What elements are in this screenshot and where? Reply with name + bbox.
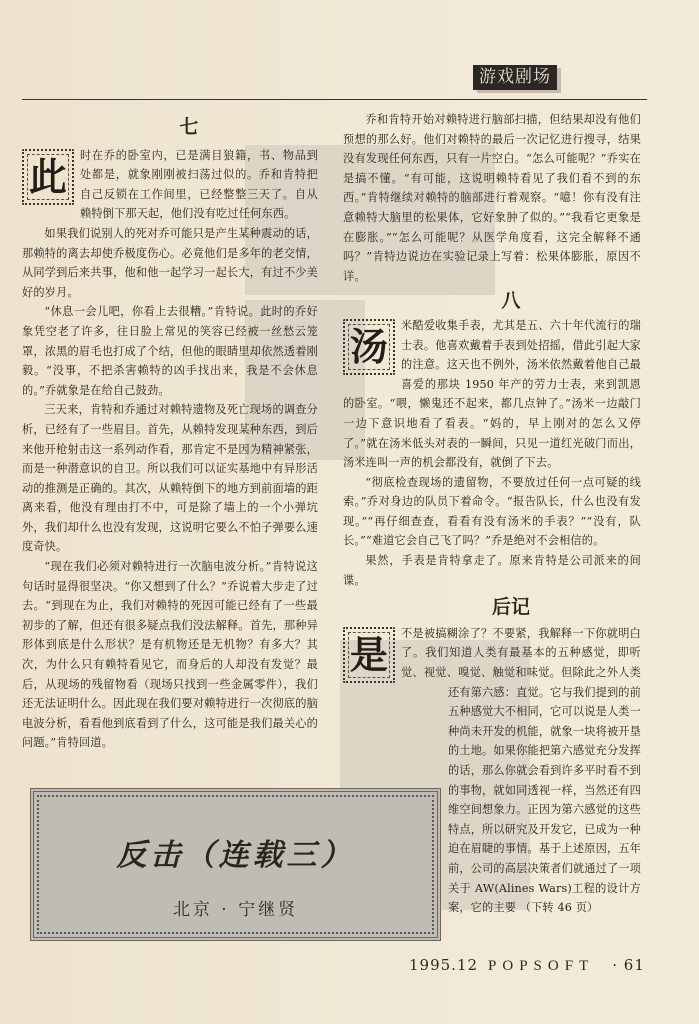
afterword-heading: 后记 (491, 596, 531, 619)
paragraph: 乔和肯特开始对赖特进行脑部扫描，但结果却没有他们预想的那么好。他们对赖特的最后一次记忆进行搜寻，结果没有发现任何东西，只有一片空白。“怎么可能呢？”乔实在是搞不懂。“有可能，这说明赖特看见了我们看不到的东西。”肯特继续对赖特的脑部进行着观察。“噫！你有没有注意赖特大脑里的松果体，它好象肿了似的。”“我看它更象是在膨胀。”“怎么可能呢？从医学角度看，这完全解释不通吗？”肯特边说边在实验记录上写着：松果体膨胀，原因不详。 (343, 113, 641, 283)
chapter-heading-7: 七 (179, 116, 199, 138)
chapter-heading-8: 八 (501, 290, 521, 313)
magazine-name: POPSOFT (488, 958, 595, 974)
dropcap-box (22, 149, 74, 205)
paragraph: 米酷爱收集手表，尤其是五、六十年代流行的瑞士表。他喜欢戴着手表到处招摇，借此引起大家的注意。这天也不例外，汤米依然戴着他自己最喜爱的那块 1950 年产的劳力士表，来到凯恩的卧室。“喂，懒鬼还不起来，都几点钟了。”汤米一边敲门一边下意识地看了看表。“妈的，早上刚对的怎么又停了。”就在汤米低头对表的一瞬间，只见一道红光破门而出，汤米连叫一声的机会都没有，就倒了下去。 (343, 318, 641, 470)
left-column (22, 118, 318, 753)
paragraph: 果然，手表是肯特拿走了。原来肯特是公司派来的间谍。 (343, 554, 641, 587)
page-footer (409, 956, 645, 975)
page-number: · 61 (612, 956, 645, 974)
paragraph: 如果我们说别人的死对乔可能只是产生某种震动的话，那赖特的离去却使乔极度伤心。必竟他们是多年的老交情，从同学到后来共事，他和他一起学习一起长大，有过不少美好的岁月。 (22, 226, 318, 299)
dropcap-box (343, 627, 395, 683)
paragraph: 三天来，肯特和乔通过对赖特遗物及死亡现场的调查分析，已经有了一些眉目。首先，从赖特发现某种东西，到后来他开枪射击这一系列动作看，那肯定不是因为精神紧张，而是一种潜意识的自卫。所以我们可以证实基地中有异形活动的推测是正确的。其次，从赖特倒下的地方到前面墙的距离来看，他没有理由打不中，可是除了墙上的一个小弹坑外，我们却什么也没有发现，这说明它要么不怕子弹要么速度奇快。 (22, 403, 318, 554)
article-title: 反击（连载三） (116, 838, 355, 873)
paragraph: “现在我们必须对赖特进行一次脑电波分析。”肯特说这句话时显得很坚决。“你又想到了什么？”乔说着大步走了过去。“到现在为止，我们对赖特的死因可能已经有了一些最初步的了解，但还有很多疑点我们没法解释。首先，那种异形体到底是什么形状？是有机物还是无机物？有多大？其次，为什么只有赖特看见它，而身后的人却没有发觉？最后，从现场的残留物看（现场只找到一些金属零件），我们还无法证明什么。因此现在我们要对赖特进行一次彻底的脑电波分析，看看他到底看到了什么，这可能是我们最关心的问题。”肯特回道。 (22, 560, 318, 750)
header-rule (22, 99, 647, 100)
dropcap-letter: 是 (349, 632, 389, 677)
continuation-note: （下转 46 页） (519, 901, 599, 915)
paragraph: “休息一会儿吧，你看上去很糟。”肯特说。此时的乔好象凭空老了许多，往日脸上常见的笑容已经被一丝愁云笼罩，浓黑的眉毛也打成了个结，但他的眼睛里却依然透着刚毅。“没事，不把杀害赖特的凶手找出来，我是不会休息的。”乔就象是在给自己鼓劲。 (22, 305, 318, 397)
afterword-text: 不是被搞糊涂了？不要紧，我解释一下你就明白了。我们知道人类有最基本的五种感觉，即听觉、视觉、嗅觉、触觉和味觉。但除此之外人类还有第六感：直觉。它与我们提到的前五种感觉大不相同，它可以说是人类一种尚未开发的机能，就象一块将被开垦的土地。如果你能把第六感觉充分发挥的话，那么你就会看到许多平时看不到的事物，就如同透视一样，当然还有四维空间想象力。正因为第六感觉的这些特点，所以研究及开发它，已成为一种迫在眉睫的事情。基于上述原因，五年前，公司的高层决策者们就通过了一项关于 AW(Alines Wars)工程的设计方案，它的主要 (401, 626, 641, 915)
article-title-box (30, 788, 441, 941)
dropcap-letter: 此 (28, 154, 68, 199)
paragraph: “彻底检查现场的遗留物，不要放过任何一点可疑的线索。”乔对身边的队员下着命令。“报告队长，什么也没有发现。”“再仔细查查，看看有没有汤米的手表？”“没有，队长。”“难道它会自己飞了吗？”乔是绝对不会相信的。 (343, 475, 641, 548)
section-tag: 游戏剧场 (473, 65, 557, 90)
issue-date: 1995.12 (409, 956, 479, 974)
paragraph: 时在乔的卧室内，已是满目狼籍，书、物品到处都是，就象刚刚被扫荡过似的。乔和肯特把自己反锁在工作间里，已经整整三天了。自从赖特倒下那天起，他们没有吃过任何东西。 (80, 148, 318, 221)
dropcap-box (343, 319, 395, 375)
author-byline: 北京 · 宁继贤 (172, 900, 299, 920)
dropcap-letter: 汤 (349, 324, 389, 369)
